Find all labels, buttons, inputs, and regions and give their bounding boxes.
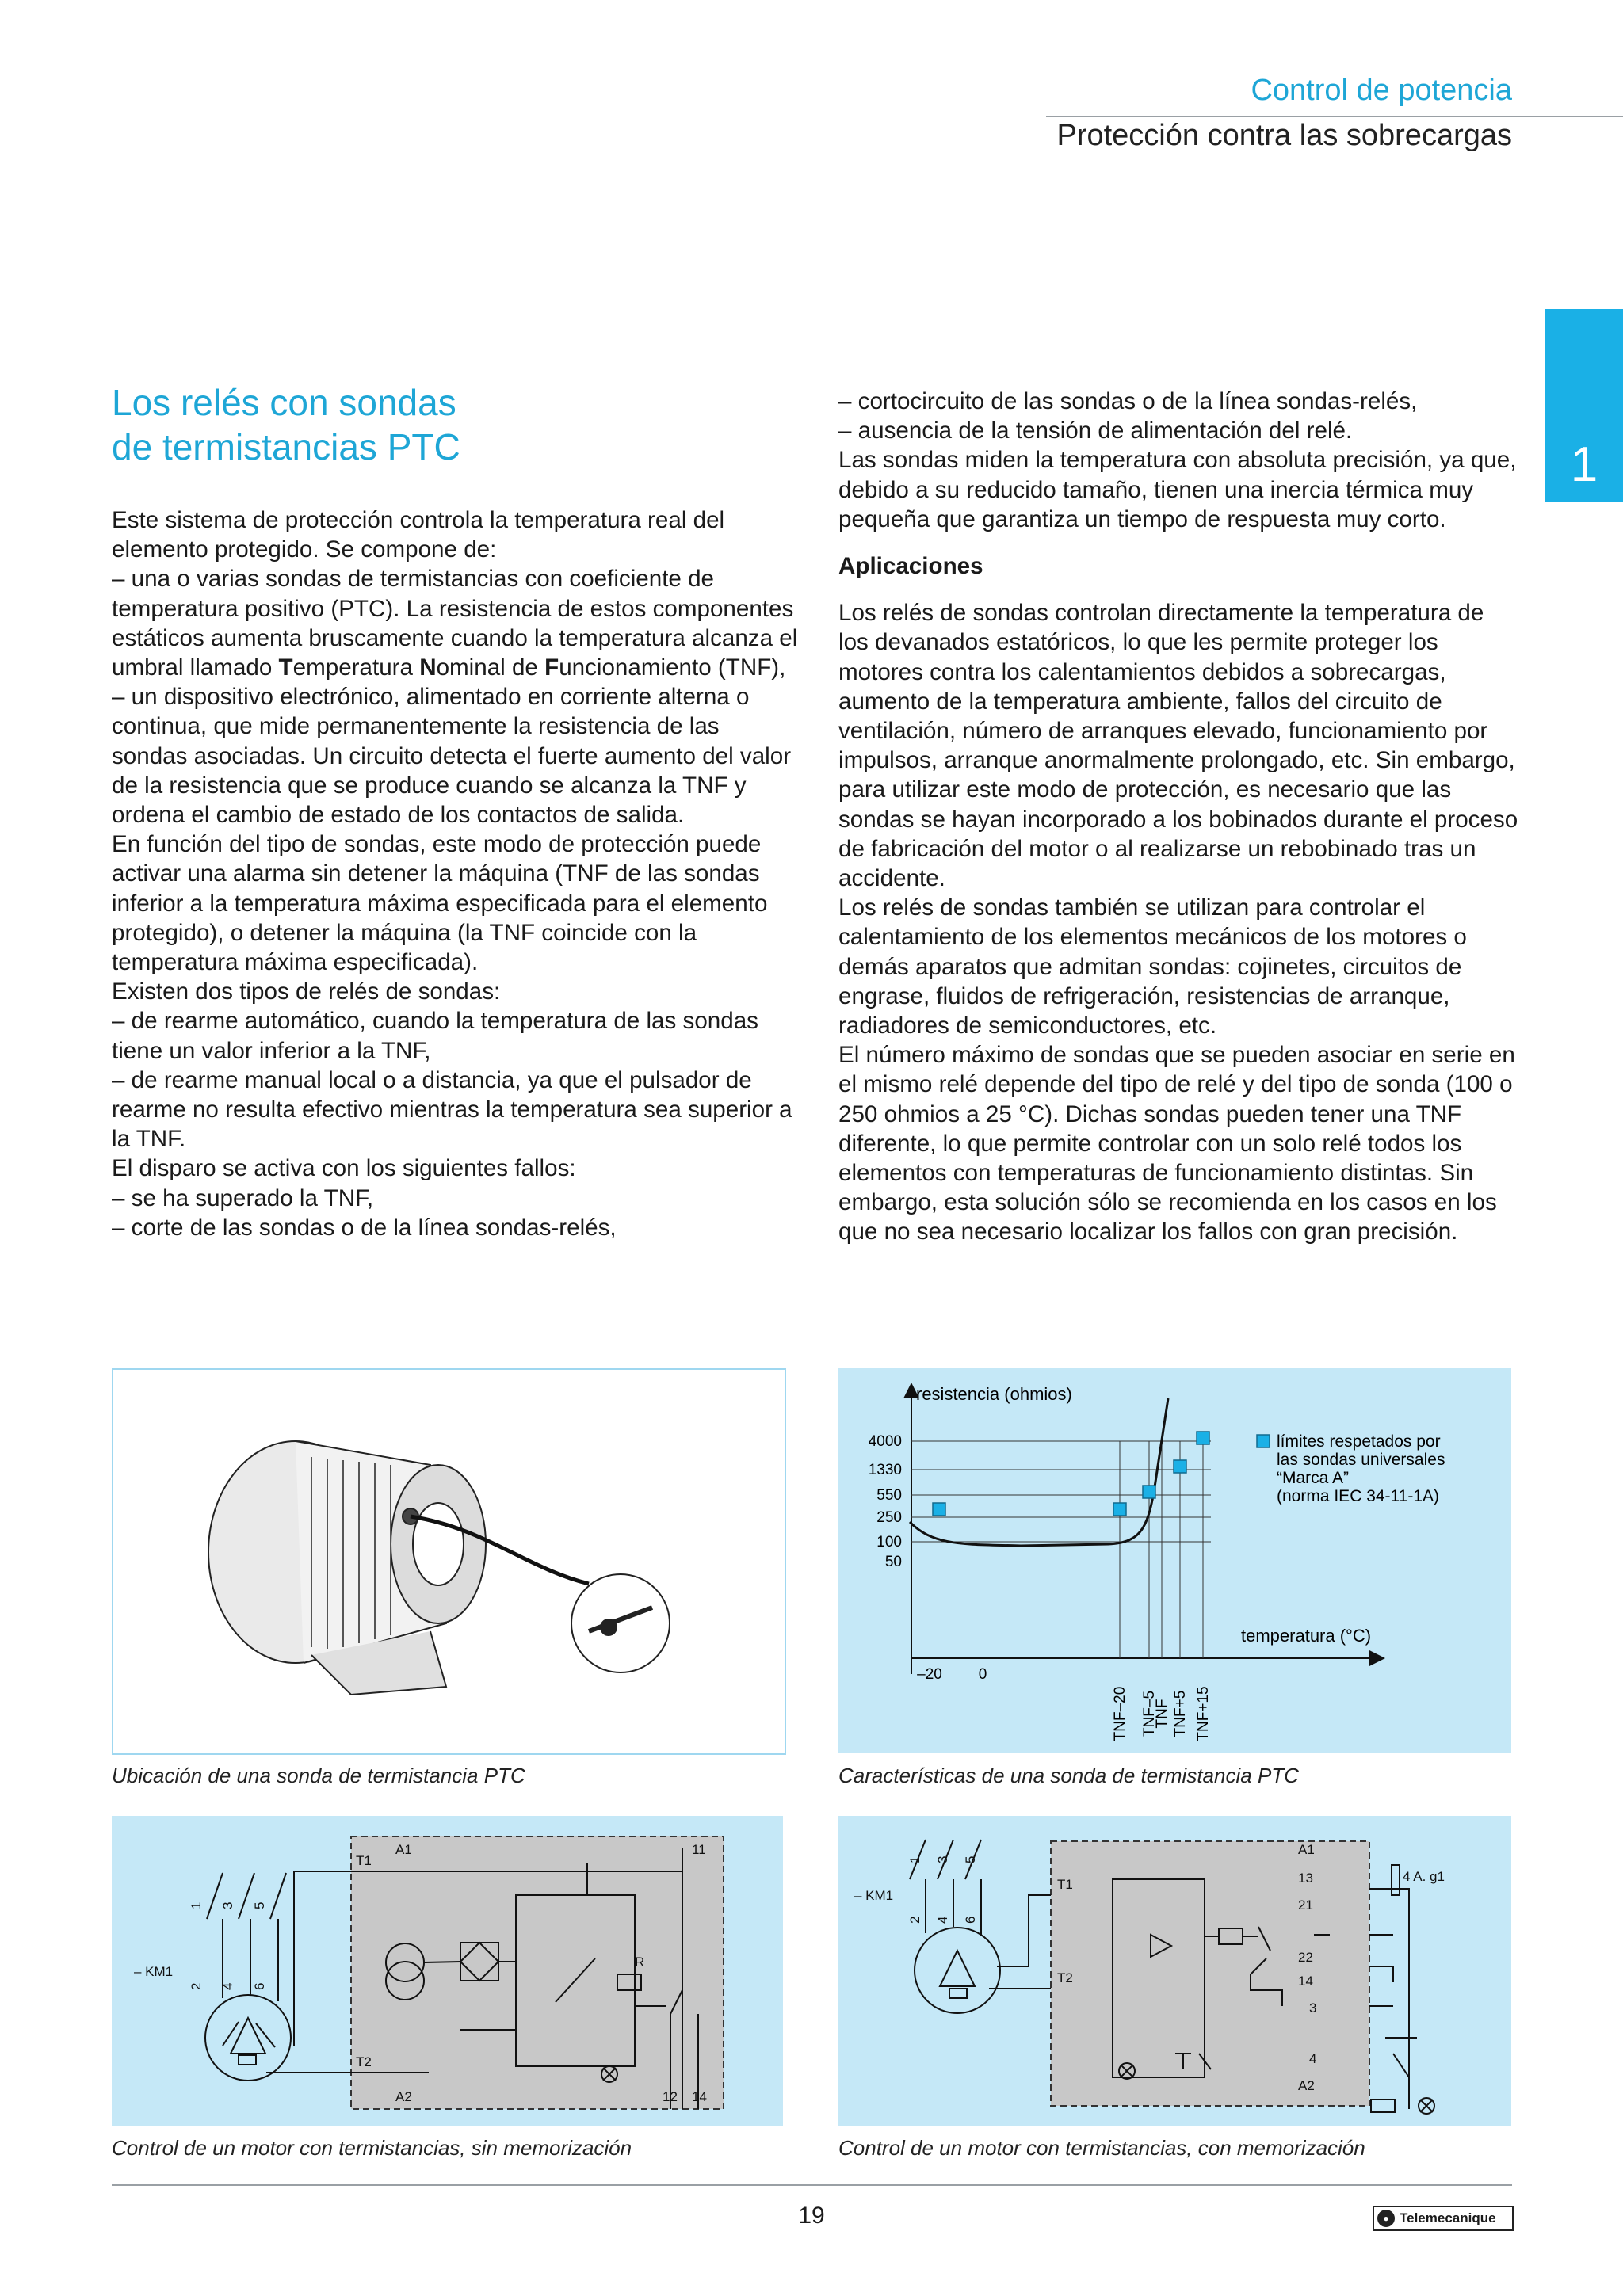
pole-label: 5	[963, 1855, 978, 1863]
paragraph: – se ha superado la TNF,	[112, 1184, 374, 1211]
y-tick-label: 100	[876, 1534, 902, 1550]
brand-name: Telemecanique	[1400, 2210, 1496, 2225]
legend-line-3: “Marca A”	[1277, 1469, 1350, 1487]
paragraph: – un dispositivo electrónico, alimentado en corriente alterna o continua, que mide permanentemente la resistencia de las sondas asociadas. Un circuito detecta el fuerte aumento del valor de la resistencia que se produce cuando se alcanza la TNF y ordena el cambio de estado de los contactos de salida.	[112, 684, 792, 829]
legend-swatch	[1257, 1435, 1270, 1447]
wiring-diagram-memory	[838, 1816, 1511, 2126]
terminal-label: T2	[1057, 1970, 1073, 1985]
limit-marker	[933, 1503, 945, 1516]
paragraph: Las sondas miden la temperatura con absoluta precisión, ya que, debido a su reducido tamaño, tienen una inercia térmica muy pequeña que garantiza un tiempo de respuesta muy corto.	[838, 447, 1517, 532]
contactor-coil	[1371, 2100, 1395, 2112]
page-heading	[112, 380, 556, 469]
paragraph: – una o varias sondas de termistancias con coeficiente de temperatura positivo (PTC). La resistencia de estos componentes estáticos aumenta bruscamente cuando la temperatura alcanza el umbral llamado Temperatura Nominal de Funcionamiento (TNF),	[112, 566, 798, 681]
paragraph: – ausencia de la tensión de alimentación del relé.	[838, 418, 1353, 444]
caption-figure-3: Control de un motor con termistancias, sin memorización	[112, 2136, 632, 2160]
limit-marker	[1197, 1432, 1209, 1444]
y-tick-label: 250	[876, 1509, 902, 1526]
brand-logo	[1373, 2206, 1514, 2231]
paragraph: – de rearme manual local o a distancia, ya que el pulsador de rearme no resulta efectivo mientras la temperatura sea superior a la TNF.	[112, 1066, 792, 1153]
heading-line-1: Los relés con sondas	[112, 382, 456, 423]
limit-marker	[1143, 1486, 1155, 1498]
pole-label: 4	[935, 1916, 950, 1924]
x-tick-label: TNF	[1154, 1699, 1170, 1729]
terminal-label: 21	[1298, 1897, 1313, 1913]
terminal-label: 22	[1298, 1950, 1313, 1965]
section-subtitle: Protección contra las sobrecargas	[1056, 119, 1512, 152]
x-tick-label: TNF–5	[1141, 1690, 1158, 1737]
pole-label: 3	[220, 1901, 235, 1909]
x-tick-label: 0	[978, 1666, 987, 1683]
figure-wiring-memory	[838, 1816, 1511, 2126]
y-tick-label: 550	[876, 1487, 902, 1504]
paragraph: Existen dos tipos de relés de sondas:	[112, 978, 501, 1005]
km1-label: – KM1	[854, 1888, 894, 1903]
header-divider	[1046, 116, 1623, 117]
relay-housing	[1051, 1841, 1369, 2106]
pole-label: 2	[907, 1916, 922, 1924]
paragraph: – corte de las sondas o de la línea sondas-relés,	[112, 1214, 617, 1241]
paragraph: Los relés de sondas controlan directamente la temperatura de los devanados estatóricos, lo que les permite proteger los motores contra los calentamientos debidos a sobrecargas, aumento de la temperatura ambiente, fallos del circuito de ventilación, número de arranques elevado, funcionamiento por impulsos, arranque anormalmente prolongado, etc. Sin embargo, para utilizar este modo de protección, es necesario que las sondas se hayan incorporado a los bobinados durante el proceso de fabricación del motor o al realizarse un rebobinado tras un accidente.	[838, 600, 1518, 892]
ptc-resistance-chart	[838, 1368, 1511, 1753]
terminal-label: A1	[1298, 1842, 1315, 1857]
paragraph: – de rearme automático, cuando la temperatura de las sondas tiene un valor inferior a la TNF,	[112, 1008, 758, 1064]
legend-line-2: las sondas universales	[1277, 1451, 1445, 1469]
terminal-label: 11	[692, 1842, 706, 1857]
text-column-right	[838, 387, 1520, 1247]
motor-symbol	[205, 1995, 291, 2081]
caption-figure-2: Características de una sonda de termistancia PTC	[838, 1764, 1299, 1787]
y-tick-label: 1330	[868, 1462, 902, 1478]
x-tick-label: TNF+15	[1195, 1686, 1212, 1741]
legend-line-4: (norma IEC 34-11-1A)	[1277, 1487, 1440, 1505]
coil-label: R	[635, 1955, 645, 1970]
contactor-poles	[207, 1873, 286, 1919]
figure-motor-probe	[112, 1368, 786, 1755]
pole-label: 3	[935, 1855, 950, 1863]
motor-symbol	[915, 1928, 1000, 2013]
motor-illustration	[113, 1370, 785, 1753]
relay-housing	[351, 1836, 724, 2109]
terminal-label: T2	[356, 2054, 372, 2069]
pole-label: 1	[907, 1855, 922, 1863]
caption-figure-1: Ubicación de una sonda de termistancia PTC	[112, 1764, 525, 1787]
terminal-label: A2	[1298, 2078, 1315, 2093]
pole-label: 5	[252, 1901, 267, 1909]
paragraph: – cortocircuito de las sondas o de la línea sondas-relés,	[838, 388, 1418, 414]
brand-icon: ●	[1377, 2210, 1395, 2227]
figure-ptc-chart	[838, 1368, 1511, 1753]
resistance-curve	[910, 1398, 1168, 1546]
terminal-label: 14	[1298, 1974, 1313, 1989]
terminal-label: 3	[1309, 2000, 1317, 2016]
terminal-label: 12	[663, 2089, 678, 2104]
fuse-symbol	[1392, 1865, 1400, 1895]
x-tick-label: TNF–20	[1112, 1686, 1128, 1741]
paragraph: Este sistema de protección controla la temperatura real del elemento protegido. Se compone de:	[112, 507, 725, 563]
fuse-label: 4 A. g1	[1403, 1869, 1445, 1884]
heading-line-2: de termistancias PTC	[112, 426, 460, 467]
legend	[1257, 1432, 1445, 1505]
x-tick-label: –20	[917, 1666, 942, 1683]
y-tick-label: 50	[884, 1554, 902, 1570]
figure-wiring-no-memory	[112, 1816, 783, 2126]
terminal-label: 13	[1298, 1871, 1313, 1886]
pole-label: 1	[189, 1901, 204, 1909]
text-column-left	[112, 505, 801, 1242]
terminal-label: 4	[1309, 2051, 1317, 2066]
footer-divider	[112, 2184, 1512, 2186]
caption-figure-4: Control de un motor con termistancias, con memorización	[838, 2136, 1365, 2160]
subheading-applications: Aplicaciones	[838, 553, 983, 580]
legend-line-1: límites respetados por	[1277, 1432, 1441, 1451]
limit-marker	[1113, 1503, 1126, 1516]
paragraph: Los relés de sondas también se utilizan para controlar el calentamiento de los elementos mecánicos de los motores o demás aparatos que admitan sondas: cojinetes, circuitos de engrase, fluidos de refrigeración, resistencias de arranque, radiadores de semiconductores, etc.	[838, 894, 1467, 1039]
pole-label: 2	[189, 1982, 204, 1990]
pole-label: 6	[252, 1982, 267, 1990]
chapter-tab[interactable]	[1545, 309, 1623, 502]
paragraph: El número máximo de sondas que se pueden asociar en serie en el mismo relé depende del tipo de relé y del tipo de sonda (100 o 250 ohmios a 25 °C). Dichas sondas pueden tener una TNF diferente, lo que permite controlar con un solo relé todos los elementos con temperaturas de funcionamiento distintas. Sin embargo, esta solución sólo se recomienda en los casos en los que no sea necesario localizar los fallos con gran precisión.	[838, 1042, 1515, 1245]
limit-markers	[933, 1432, 1209, 1516]
paragraph: El disparo se activa con los siguientes fallos:	[112, 1155, 576, 1182]
y-tick-labels	[869, 1433, 902, 1570]
x-tick-label: TNF+5	[1172, 1690, 1189, 1737]
y-tick-label: 4000	[868, 1433, 902, 1450]
terminal-label: T1	[1057, 1877, 1073, 1892]
chart-grid	[911, 1441, 1211, 1658]
km1-label: – KM1	[134, 1964, 174, 1979]
paragraph: En función del tipo de sondas, este modo de protección puede activar una alarma sin detener la máquina (TNF de las sondas inferior a la temperatura máxima especificada para el elemento protegido), o detener la máquina (la TNF coincide con la temperatura máxima especificada).	[112, 831, 768, 976]
chapter-number: 1	[1570, 437, 1598, 492]
y-axis-label: resistencia (ohmios)	[916, 1384, 1072, 1404]
page-number: 19	[798, 2203, 825, 2229]
terminal-label: 14	[692, 2089, 707, 2104]
terminal-label: A2	[395, 2089, 412, 2104]
pole-label: 4	[220, 1982, 235, 1990]
section-title: Control de potencia	[1251, 74, 1512, 107]
wiring-diagram-no-memory	[112, 1816, 783, 2126]
terminal-label: A1	[395, 1842, 412, 1857]
limit-marker	[1174, 1460, 1186, 1473]
x-tick-labels	[917, 1666, 1212, 1741]
terminal-label: T1	[356, 1853, 372, 1868]
x-axis-label: temperatura (°C)	[1241, 1626, 1372, 1646]
pole-label: 6	[963, 1916, 978, 1924]
